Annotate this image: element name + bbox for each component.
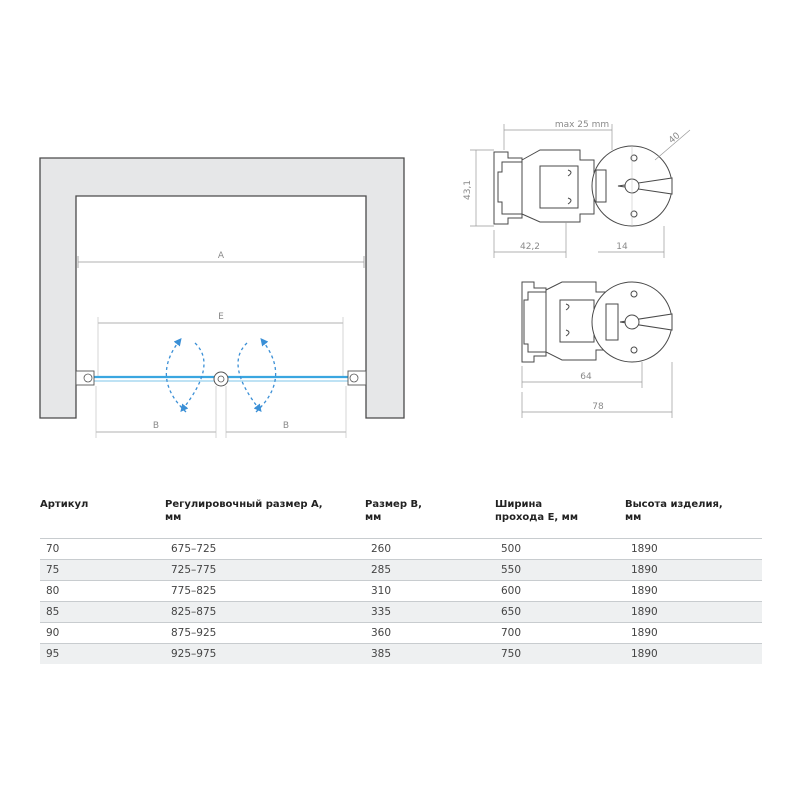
label-b-right: B bbox=[282, 421, 290, 431]
dimension-a bbox=[78, 251, 364, 268]
label-43: 43,1 bbox=[463, 179, 473, 201]
table-cell: 775–825 bbox=[165, 581, 365, 602]
table-cell: 875–925 bbox=[165, 623, 365, 644]
table-row bbox=[40, 539, 762, 560]
table-row bbox=[40, 623, 762, 644]
table-cell: 385 bbox=[365, 644, 495, 665]
left-profile bbox=[76, 371, 94, 385]
table-cell: 1890 bbox=[625, 539, 762, 560]
table-cell: 750 bbox=[495, 644, 625, 665]
header-height: Высота изделия, мм bbox=[625, 499, 723, 523]
table-cell: 650 bbox=[495, 602, 625, 623]
table-cell: 285 bbox=[365, 560, 495, 581]
right-profile bbox=[348, 371, 366, 385]
table-row bbox=[40, 560, 762, 581]
table-header-row bbox=[40, 498, 762, 539]
header-size-b: Размер В, мм bbox=[365, 499, 422, 523]
table-cell: 675–725 bbox=[165, 539, 365, 560]
header-adjust-a: Регулировочный размер А, мм bbox=[165, 499, 323, 523]
table-cell: 1890 bbox=[625, 560, 762, 581]
label-42: 42,2 bbox=[519, 242, 541, 252]
label-a: A bbox=[217, 251, 225, 261]
label-40: 40 bbox=[667, 130, 683, 146]
table-cell: 360 bbox=[365, 623, 495, 644]
table-cell: 75 bbox=[40, 560, 165, 581]
table-cell: 1890 bbox=[625, 602, 762, 623]
table-cell: 500 bbox=[495, 539, 625, 560]
table-cell: 95 bbox=[40, 644, 165, 665]
table-cell: 335 bbox=[365, 602, 495, 623]
table-cell: 700 bbox=[495, 623, 625, 644]
label-64: 64 bbox=[580, 372, 592, 382]
table-cell: 85 bbox=[40, 602, 165, 623]
dimension-b-right bbox=[226, 386, 346, 438]
table-cell: 600 bbox=[495, 581, 625, 602]
specs-table bbox=[40, 498, 762, 664]
table-row bbox=[40, 644, 762, 665]
table-cell: 80 bbox=[40, 581, 165, 602]
label-max25: max 25 mm bbox=[554, 120, 610, 130]
table-cell: 70 bbox=[40, 539, 165, 560]
table-row bbox=[40, 581, 762, 602]
table-cell: 90 bbox=[40, 623, 165, 644]
table-cell: 550 bbox=[495, 560, 625, 581]
profile-detail-bottom bbox=[522, 282, 672, 362]
table-cell: 310 bbox=[365, 581, 495, 602]
header-passage-e: Ширина прохода Е, мм bbox=[495, 499, 579, 523]
table-cell: 1890 bbox=[625, 623, 762, 644]
table-cell: 1890 bbox=[625, 581, 762, 602]
table-cell: 260 bbox=[365, 539, 495, 560]
dimension-e bbox=[98, 312, 343, 378]
table-cell: 725–775 bbox=[165, 560, 365, 581]
label-14: 14 bbox=[616, 242, 628, 252]
table-row bbox=[40, 602, 762, 623]
header-article: Артикул bbox=[40, 499, 89, 510]
label-b-left: B bbox=[152, 421, 160, 431]
dimension-b-left bbox=[96, 386, 216, 438]
table-cell: 925–975 bbox=[165, 644, 365, 665]
table-cell: 825–875 bbox=[165, 602, 365, 623]
label-e: E bbox=[218, 312, 224, 322]
profile-detail-top bbox=[494, 146, 672, 226]
table-cell: 1890 bbox=[625, 644, 762, 665]
label-78: 78 bbox=[592, 402, 604, 412]
center-hinge bbox=[214, 372, 228, 386]
